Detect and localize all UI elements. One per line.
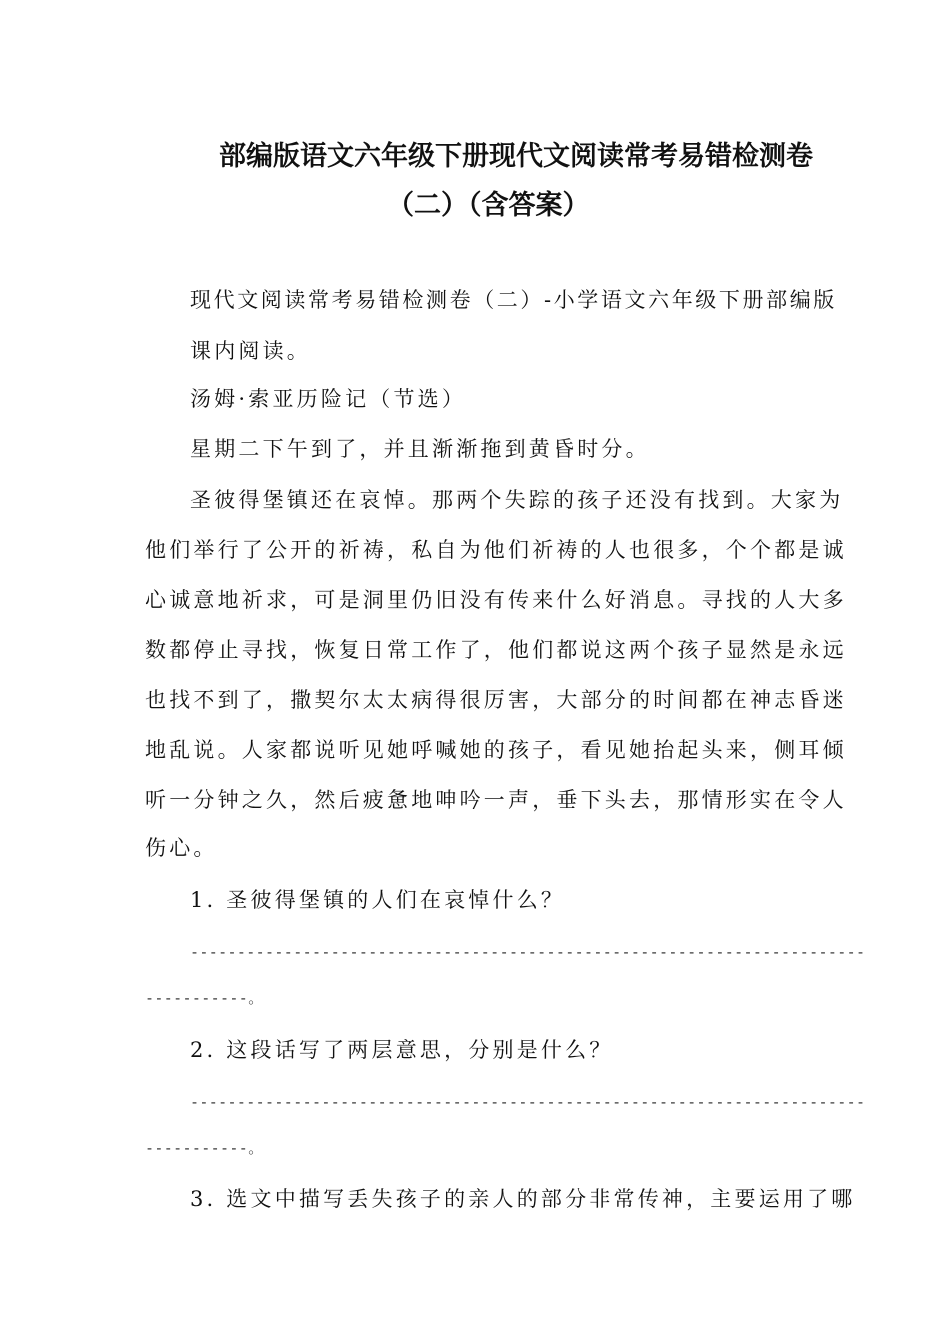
answer-blank-1-end: -----------。 bbox=[145, 989, 264, 1007]
answer-blank-1[interactable]: ------------------------------------------------------------------------ bbox=[190, 943, 866, 961]
intro-line-1: 现代文阅读常考易错检测卷（二）-小学语文六年级下册部编版 bbox=[190, 288, 837, 312]
answer-blank-2-end: -----------。 bbox=[145, 1139, 264, 1157]
question-3: 3. 选文中描写丢失孩子的亲人的部分非常传神，主要运用了哪 bbox=[190, 1187, 856, 1211]
passage-paragraph-2-line: 数都停止寻找，恢复日常工作了，他们都说这两个孩子显然是永远 bbox=[145, 638, 847, 662]
passage-paragraph-2-line: 心诚意地祈求，可是洞里仍旧没有传来什么好消息。寻找的人大多 bbox=[145, 588, 847, 612]
passage-paragraph-2-line: 伤心。 bbox=[145, 836, 218, 860]
passage-paragraph-2-line: 他们举行了公开的祈祷，私自为他们祈祷的人也很多，个个都是诚 bbox=[145, 538, 847, 562]
passage-paragraph-1: 星期二下午到了，并且渐渐拖到黄昏时分。 bbox=[190, 437, 650, 461]
document-title-line-2: （二）（含答案） bbox=[387, 190, 590, 221]
passage-paragraph-2-line: 听一分钟之久，然后疲惫地呻吟一声，垂下头去，那情形实在令人 bbox=[145, 788, 847, 812]
passage-paragraph-2-line: 圣彼得堡镇还在哀悼。那两个失踪的孩子还没有找到。大家为 bbox=[190, 488, 844, 512]
passage-paragraph-2-line: 也找不到了，撒契尔太太病得很厉害，大部分的时间都在神志昏迷 bbox=[145, 688, 847, 712]
answer-blank-2[interactable]: ------------------------------------------------------------------------ bbox=[190, 1093, 866, 1111]
document-title-line-1: 部编版语文六年级下册现代文阅读常考易错检测卷 bbox=[219, 141, 813, 172]
question-2: 2. 这段话写了两层意思，分别是什么？ bbox=[190, 1038, 614, 1062]
intro-line-2: 课内阅读。 bbox=[190, 339, 311, 363]
passage-paragraph-2-line: 地乱说。人家都说听见她呼喊她的孩子，看见她抬起头来，侧耳倾 bbox=[145, 738, 847, 762]
passage-source: 汤姆·索亚历险记（节选） bbox=[190, 387, 467, 411]
question-1: 1. 圣彼得堡镇的人们在哀悼什么？ bbox=[190, 888, 566, 912]
